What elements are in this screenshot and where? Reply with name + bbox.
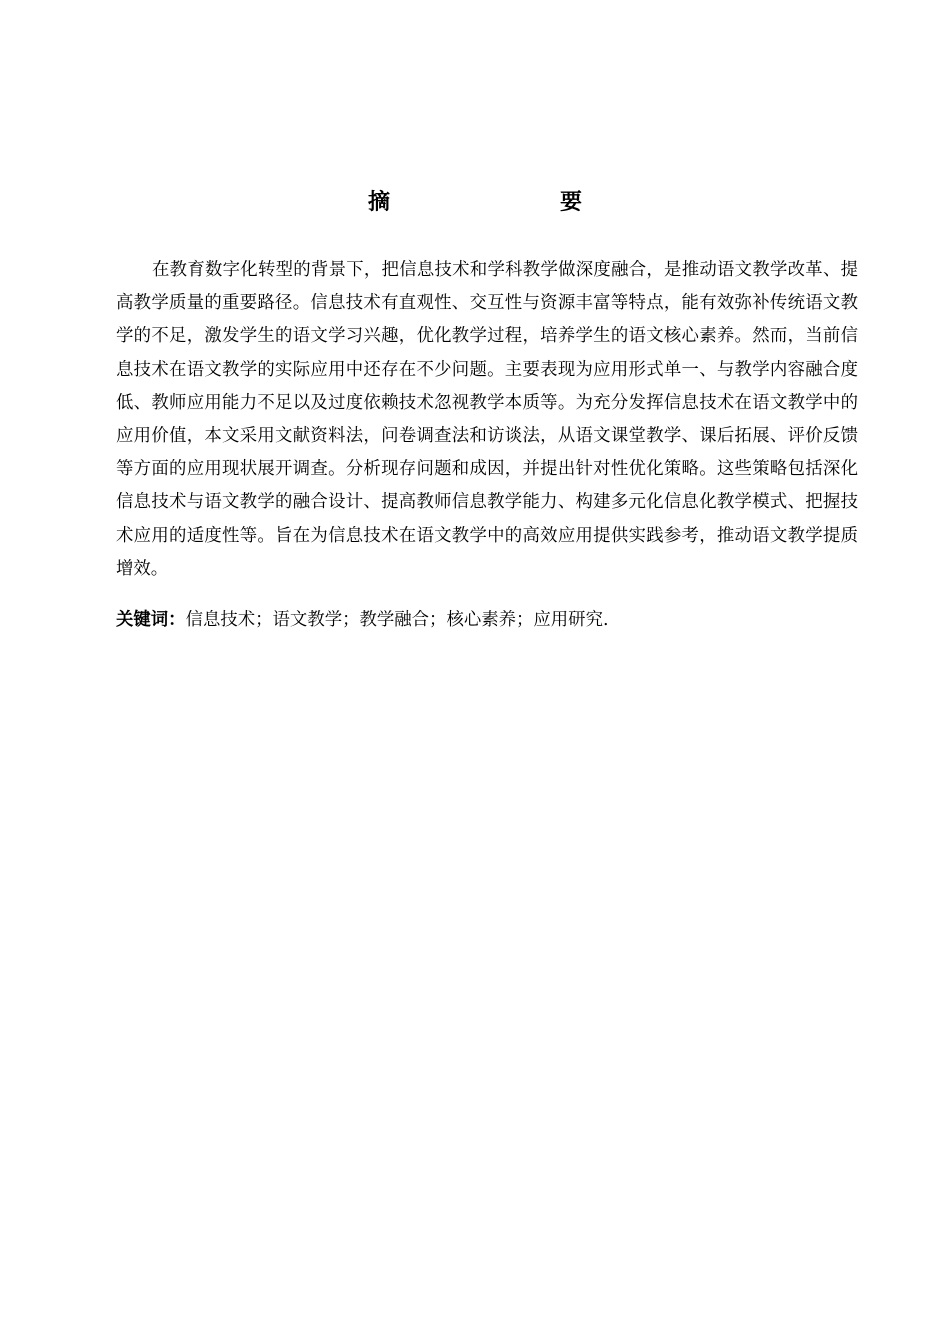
abstract-paragraph: 在教育数字化转型的背景下，把信息技术和学科教学做深度融合，是推动语文教学改革、提高教学质量的重要路径。信息技术有直观性、交互性与资源丰富等特点，能有效弥补传统语文教学的不足，激发学生的语文学习兴趣，优化教学过程，培养学生的语文核心素养。然而，当前信息技术在语文教学的实际应用中还存在不少问题。主要表现为应用形式单一、与教学内容融合度低、教师应用能力不足以及过度依赖技术忽视教学本质等。为充分发挥信息技术在语文教学中的应用价值，本文采用文献资料法，问卷调查法和访谈法，从语文课堂教学、课后拓展、评价反馈等方面的应用现状展开调查。分析现存问题和成因，并提出针对性优化策略。这些策略包括深化信息技术与语文教学的融合设计、提高教师信息教学能力、构建多元化信息化教学模式、把握技术应用的适度性等。旨在为信息技术在语文教学中的高效应用提供实践参考，推动语文教学提质增效。 [116,260,858,579]
keywords-line [116,605,858,635]
keywords-label: 关键词： [116,610,186,630]
abstract-title: 摘 要 [367,190,624,215]
keywords-text: 信息技术；语文教学；教学融合；核心素养；应用研究. [185,610,609,630]
